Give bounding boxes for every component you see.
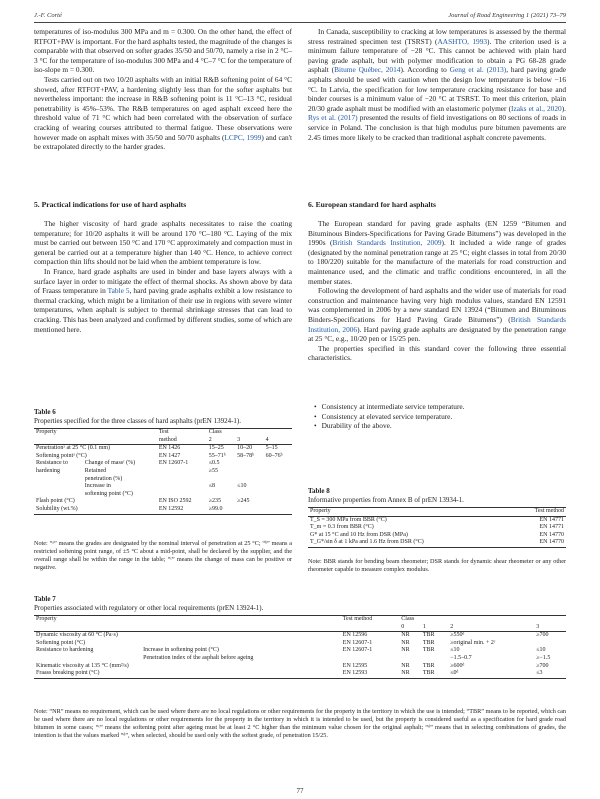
section-6-body: [308, 219, 566, 363]
section-5-heading: 5. Practical indications for use of hard asphalts: [34, 200, 187, 209]
table7: Property Test method Class 0 1 2 3 Dynamic viscosity at 60 °C (Pa·s) EN 12596 NR TBR ≥550ᵈ ≥700 Softening point (°C) EN 12607-1 NR TBR ≥original min. + 2ᶜ Resistance to hardening Increase in softening point (°C) EN 12607-1 NR TBR ≤10 ≤10 Penetration index of the asphalt before ageing −1.5–0.7 ≥−1.5 Kinematic viscosity at 135 °C (mm²/s) EN 12595 NR TBR ≥600ᵈ ≥700 Fraass breaking point (°C) EN 12593 NR TBR ≤0ᵈ ≤3: [34, 615, 566, 679]
t8-cell: G* at 15 °C and 10 Hz from DSR (MPa): [310, 531, 408, 538]
t8-cell: T_G*/sin δ at 1 kPa and 1.6 Hz from DSR (°C): [310, 539, 424, 546]
ref-link[interactable]: Rys et al. (2017): [308, 113, 358, 123]
t6-cell: Softening pointᵃ (°C): [36, 452, 87, 459]
t7-cell: Softening point (°C): [36, 639, 86, 646]
right-para-3: Following the development of hard asphalts and the wider use of materials for road construction and maintenance having very high modulus values, standard EN 12591 was complemented in 2006 by a new standard EN 13924 (“Bitumen and Bituminous Binders-Specifications for Hard Paving Grade Bitumens”) (British Standards Institution, 2006). Hard paving grade asphalts are designated by the penetration range at 25 °C, e.g., 10/20 pen or 15/25 pen.: [308, 286, 566, 344]
left-para-3: The higher viscosity of hard grade asphalts necessitates to raise the coating temperature; for 10/20 asphalts it will be around 170 °C–180 °C. Laying of the mix must be carried out between 150 °C and 170 °C approximately and compaction must in general be carried out at a temperature higher than 140 °C. Hence, to achieve correct compaction thin lifts should not be laid when the ambient temperature is low.: [34, 219, 292, 267]
list-item: • Durability of the above.: [314, 421, 465, 431]
table7-note: Note: “NR” means no requirement, which can be used where there are no local regulations or other requirements for the property in the territory in which the use is intended; “TBR” means to be reported, which can be used where there are no local regulations or other requirements for the property in the territory in which it is intended to be used, but the property is considered useful as a specification for hard grade road bitumen in some cases; “ᶜ” means the softening point after ageing must be at least 2 °C higher than the minimum value chosen for the original asphalt; “ᵈ” means that in selecting combinations of grades, the intention is that the values marked “ᵈ”, when selected, should be used only with the softest grade, of penetration 15/25.: [34, 708, 566, 739]
page-number: 77: [296, 787, 304, 795]
table7-caption: Table 7 Properties associated with regulatory or other local requirements (prEN 13924-1).: [34, 595, 264, 612]
ref-link[interactable]: British Standards Institution, 2009: [332, 238, 442, 248]
running-author: J.-F. Corté: [34, 12, 62, 19]
characteristics-list: [314, 402, 465, 431]
table6-caption: Table 6 Properties specified for the three classes of hard asphalts (prEN 13924-1).: [34, 408, 242, 425]
left-column: [34, 27, 292, 152]
table5-link[interactable]: Table 5: [107, 286, 130, 296]
t6-h-test: Test: [158, 429, 169, 435]
t8-cell: T_m = 0.3 from BBR (°C): [310, 524, 374, 531]
table8-caption: Table 8 Informative properties from Annex B of prEN 13934-1.: [308, 487, 464, 504]
t7-cell: Dynamic viscosity at 60 °C (Pa·s): [36, 632, 118, 639]
ref-link[interactable]: AASHTO, 1993: [437, 36, 488, 46]
ref-link[interactable]: Geng et al. (2013): [449, 65, 507, 75]
running-journal: Journal of Road Engineering 1 (2021) 73–79: [448, 12, 566, 19]
section-5-body: [34, 219, 292, 334]
right-para-1: In Canada, susceptibility to cracking at low temperatures is assessed by the thermal stress restrained specimen test (TSRST) (AASHTO, 1993). The criterion used is a minimum failure temperature of −28 °C. This cannot be achieved with plain hard paving grade asphalt, but with polymer modification to obtain a PG 68-28 grade asphalt (Bitume Québec, 2014). According to Geng et al. (2013), hard paving grade asphalts should be used with caution when the design low temperature is below −16 °C. In Latvia, the specification for low temperature cracking resistance for base and binder courses is a minimum value of −20 °C at TSRST. To meet this criterion, plain 20/30 grade asphalt must be modified with an elastomeric polymer (Izaks et al., 2020). Rys et al. (2017) presented the results of field investigations on 80 sections of roads in service in Poland. The conclusion is that high modulus pure bitumen pavements are 2.45 times more likely to be cracked than traditional asphalt concrete pavements.: [308, 27, 566, 142]
t6-h-property: Property: [36, 429, 57, 435]
t6-class: 2: [208, 436, 212, 443]
table8: Property Test method T_S = 300 MPa from BBR (°C) EN 14771 T_m = 0.3 from BBR (°C) EN 14771 G* at 15 °C and 10 Hz from DSR (MPa) EN 14770 T_G*/sin δ at 1 kPa and 1.6 Hz from DSR (°C) EN 14770: [308, 507, 566, 548]
t6-class: 4: [265, 436, 269, 443]
right-para-4: The properties specified in this standard cover the following three essential characteristics.: [308, 343, 566, 363]
t6-h-class: Class: [208, 429, 222, 435]
left-para-4: In France, hard grade asphalts are used in binder and base layers always with a surface layer in order to mitigate the effect of thermal shocks. As shown above by data of Fraass temperature in Table 5, hard paving grade asphalts exhibit a low resistance to thermal cracking, which might be a limitation of their use in regions with severe winter temperatures, when asphalt is subject to thermal shrinkage stresses that can lead to cracking. This has been analyzed and confirmed by different studies, some of which are mentioned here.: [34, 266, 292, 334]
t8-cell: T_S = 300 MPa from BBR (°C): [310, 516, 387, 523]
table6-note: Note: “ᵃ” means the grades are designated by the nominal interval of penetration at 25 °C; “ᵇ” means a restricted softening point range, of ±5 °C about a mid-point, shall be declared by the supplier, and the overall range shall be within the range in the table; “ᶜ” means the change of mass can be positive or negative.: [34, 540, 292, 571]
ref-link[interactable]: British Standards Institution, 2006: [308, 314, 566, 334]
header-rule: [34, 22, 566, 23]
ref-link[interactable]: Izaks et al., 2020: [511, 103, 562, 113]
list-item: • Consistency at elevated service temperature.: [314, 412, 465, 422]
table8-note: Note: BBR stands for bending beam rheometer; DSR stands for dynamic shear rheometer or any other rheometer capable to measure complex modulus.: [308, 558, 566, 573]
section-6-heading: 6. European standard for hard asphalts: [308, 200, 436, 209]
left-para-1: temperatures of iso-modulus 300 MPa and m = 0.300. On the other hand, the effect of RTFOT+PAV is important. For the hard asphalts tested, the magnitude of the changes is comparable with that observed on softer grades 35/50 and 50/70, namely a rise in 2 °C–3 °C for the temperature of iso-modulus 300 MPa and 4 °C–7 °C for the temperature of iso-slope m = 0.300.: [34, 27, 292, 75]
ref-lcpc-link[interactable]: LCPC, 1999: [224, 132, 262, 142]
right-column: [308, 27, 566, 142]
right-para-2: The European standard for paving grade asphalts (EN 1259 “Bitumen and Bituminous Binders-Specifications for Paving Grade Bitumens”) was developed in the 1990s (British Standards Institution, 2009). It included a wide range of grades (designated by the nominal penetration range at 25 °C; eight classes in total from 20/30 to 180/220) suitable for the manufacture of the materials for road construction and maintenance used, and the climatic and traffic conditions encountered, in all the member states.: [308, 219, 566, 286]
t6-class: 3: [237, 436, 241, 443]
left-para-2: Tests carried out on two 10/20 asphalts with an initial R&B softening point of 64 °C showed, after RTFOT+PAV, a hardening slightly less than for the softer asphalts but nevertheless important: the increase in R&B softening point is 11 °C–13 °C, residual penetrability is 45%–53%. The R&B temperatures on aged asphalt exceed here the threshold value of 71 °C which had been correlated with the observation of surface cracking of wearing courses attributed to thermal fatigue. These observations were however made on asphalt mixes with 35/50 and 50/70 asphalts (LCPC, 1999) and can't be extrapolated directly to the harder grades.: [34, 74, 292, 152]
table6: Property Test Class method 2 3 4 Penetrationᵃ at 25 °C (0.1 mm) EN 1426 15–25 10–20 5–15 Softening pointᵃ (°C) EN 1427 55–71ᵇ 58–78ᵇ 60–76ᵇ Resistance to Change of massᶜ (%) EN 12607-1 ≤0.5 hardening Retained ≥55 penetration (%) Increase in ≤8 ≤10 softening point (°C) Flash point (°C) EN ISO 2592 ≥235 ≥245 Solubility (wt.%) EN 12592 ≥99.0: [34, 428, 292, 515]
ref-link[interactable]: Bitume Québec, 2014: [334, 65, 401, 75]
t6-cell: Penetrationᵃ at 25 °C (0.1 mm): [36, 445, 111, 452]
list-item: • Consistency at intermediate service temperature.: [314, 402, 465, 412]
